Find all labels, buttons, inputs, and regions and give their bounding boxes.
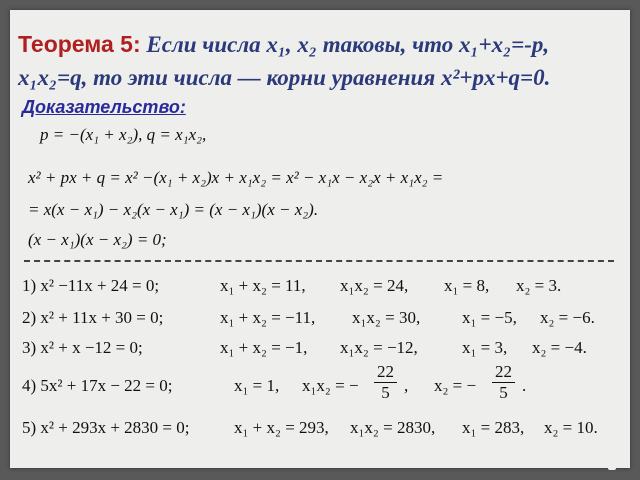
example-separator: , [404,376,409,395]
example-end: . [522,376,527,395]
example-root1: x₁ = 283, [462,418,525,437]
fraction-denominator: 5 [381,383,390,402]
example-sum: x₁ + x₂ = 11, [220,276,306,295]
example-root2: x₂ = −6. [540,308,595,327]
example-product: x₁x₂ = − [302,376,359,395]
example-root2: x₂ = 10. [544,418,598,437]
example-equation: 4) 5x² + 17x − 22 = 0; [22,376,173,395]
example-product-fraction [374,362,397,403]
example-sum: x₁ = 1, [234,376,280,395]
theorem-line1: Если числа x₁, x₂ таковы, что x₁+x₂=-p, [146,32,550,57]
example-equation: 2) x² + 11x + 30 = 0; [22,308,164,327]
proof-line-3: = x(x − x₁) − x₂(x − x₁) = (x − x₁)(x − x₂). [28,200,319,219]
proof-line-2: x² + px + q = x² −(x₁ + x₂)x + x₁x₂ = x² − x₁x − x₂x + x₁x₂ = [28,168,444,187]
theorem-label: Теорема 5: [18,31,141,57]
example-equation: 3) x² + x −12 = 0; [22,338,143,357]
example-product: x₁x₂ = −12, [340,338,418,357]
fraction-numerator: 22 [374,362,397,383]
example-product: x₁x₂ = 24, [340,276,409,295]
slide-corner-marker [608,462,616,470]
proof-line-4: (x − x₁)(x − x₂) = 0; [28,230,167,249]
fraction-denominator: 5 [499,383,508,402]
example-product: x₁x₂ = 30, [352,308,421,327]
example-root2: x₂ = − [434,376,477,395]
example-sum: x₁ + x₂ = −1, [220,338,308,357]
theorem-text [18,28,624,94]
example-root2-fraction [492,362,515,403]
fraction-numerator: 22 [492,362,515,383]
example-equation: 5) x² + 293x + 2830 = 0; [22,418,190,437]
slide [10,10,630,468]
example-sum: x₁ + x₂ = −11, [220,308,316,327]
example-root1: x₁ = 8, [444,276,490,295]
example-root2: x₂ = −4. [532,338,587,357]
example-root1: x₁ = 3, [462,338,508,357]
proof-line-1: p = −(x₁ + x₂), q = x₁x₂, [40,125,207,144]
theorem-line2: x₁x₂=q, то эти числа — корни уравнения x²+px+q=0. [18,65,551,90]
example-equation: 1) x² −11x + 24 = 0; [22,276,160,295]
divider [24,260,614,262]
proof-title: Доказательство: [22,97,186,117]
example-product: x₁x₂ = 2830, [350,418,436,437]
example-root2: x₂ = 3. [516,276,562,295]
example-root1: x₁ = −5, [462,308,517,327]
example-sum: x₁ + x₂ = 293, [234,418,329,437]
